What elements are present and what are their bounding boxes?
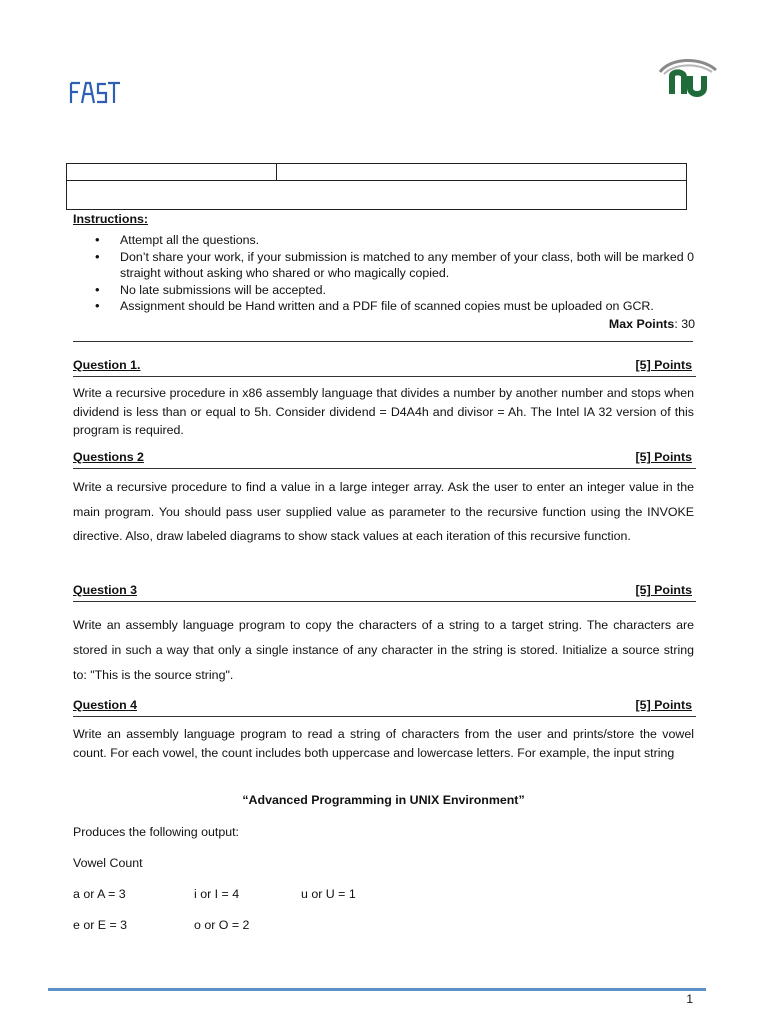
question-title: Question 3 (73, 583, 138, 597)
max-points-value: : 30 (674, 317, 695, 331)
question-2-header (73, 450, 696, 469)
instructions-title: Instructions: (73, 212, 149, 226)
question-title: Questions 2 (73, 450, 144, 464)
fast-logo (69, 80, 121, 106)
instruction-item: • Assignment should be Hand written and a PDF file of scanned copies must be uploaded on GCR. (95, 298, 694, 315)
instruction-item: • Don’t share your work, if your submission is matched to any member of your class, both will be marked 0 straight without asking who shared or who magically copied. (95, 249, 694, 282)
nu-logo (656, 56, 718, 98)
instructions-list (95, 232, 694, 315)
question-points: [5] Points (635, 698, 692, 712)
divider (73, 341, 693, 342)
produces-label: Produces the following output: (73, 825, 240, 839)
vowel-count-title: Vowel Count (73, 856, 143, 870)
max-points-label: Max Points (608, 317, 675, 331)
vowel-count-e: e or E = 3 (73, 918, 128, 932)
max-points (609, 317, 695, 331)
question-4-header (73, 698, 696, 717)
info-table-left-cell (67, 164, 277, 180)
question-points: [5] Points (635, 450, 692, 464)
vowel-count-o: o or O = 2 (194, 918, 250, 932)
question-1-header (73, 358, 696, 377)
question-title: Question 1. (73, 358, 141, 372)
question-points: [5] Points (635, 583, 692, 597)
question-4-body: Write an assembly language program to read a string of characters from the user and prints/store the vowel count. For each vowel, the count includes both uppercase and lowercase letters. For example, the input string (73, 727, 694, 760)
info-table-top-row (67, 164, 686, 181)
vowel-count-i: i or I = 4 (194, 887, 240, 901)
instruction-item: • Attempt all the questions. (95, 232, 694, 249)
question-3-body: Write an assembly language program to copy the characters of a string to a target string. The characters are stored in such a way that only a single instance of any character in the string is stored. Initialize a source string to: "This is the source string". (73, 618, 694, 682)
example-input-string: “Advanced Programming in UNIX Environment” (242, 793, 525, 807)
student-info-table (66, 163, 687, 210)
page-number: 1 (686, 992, 693, 1006)
vowel-count-a: a or A = 3 (73, 887, 126, 901)
instruction-item: • No late submissions will be accepted. (95, 282, 694, 299)
question-3-header (73, 583, 696, 602)
footer-divider (48, 988, 706, 991)
question-title: Question 4 (73, 698, 138, 712)
question-points: [5] Points (635, 358, 692, 372)
vowel-count-u: u or U = 1 (301, 887, 356, 901)
question-1-body: Write a recursive procedure in x86 assembly language that divides a number by another number and stops when dividend is less than or equal to 5h. Consider dividend = D4A4h and divisor = Ah. The Intel IA 32 version of this program is required. (73, 386, 694, 437)
question-2-body: Write a recursive procedure to find a value in a large integer array. Ask the user to enter an integer value in the main program. You should pass user supplied value as parameter to the recursive function using the INVOKE directive. Also, draw labeled diagrams to show stack values at each iteration of this recursive function. (73, 480, 694, 543)
